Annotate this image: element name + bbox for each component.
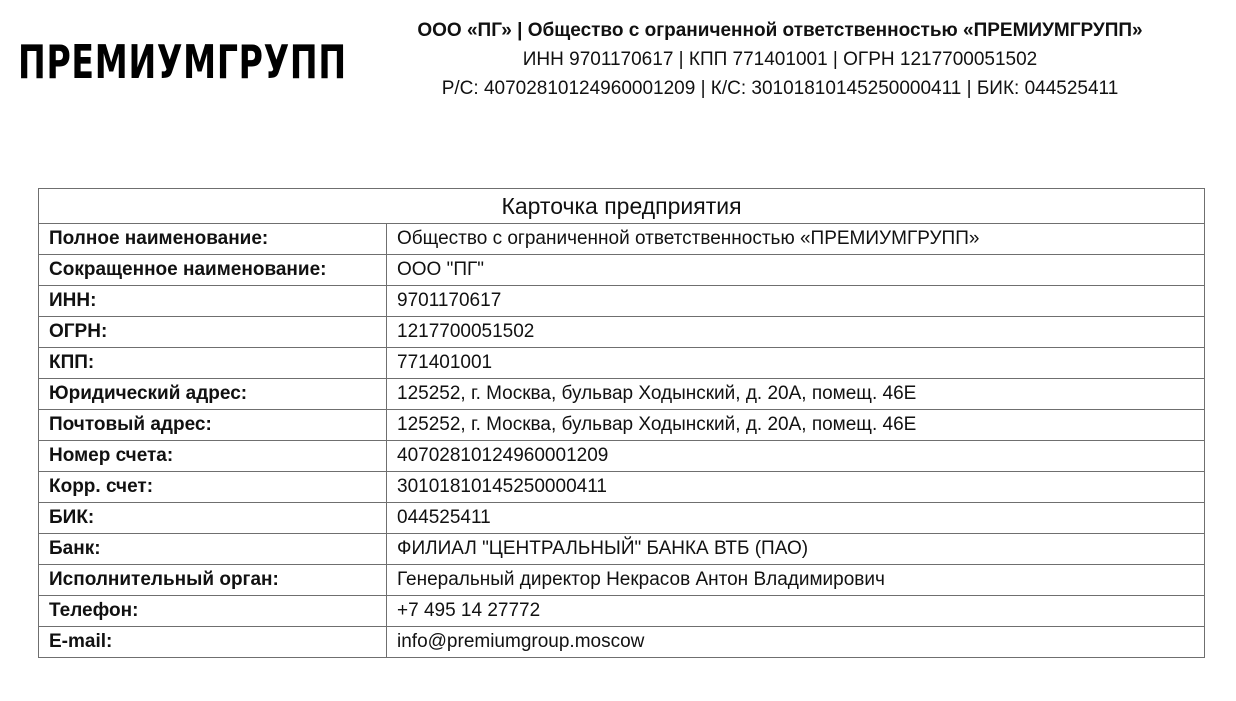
table-row — [39, 255, 1205, 286]
row-value: 9701170617 — [387, 286, 1205, 317]
row-label: БИК: — [39, 503, 387, 534]
row-label: Сокращенное наименование: — [39, 255, 387, 286]
header-registration-numbers: ИНН 9701170617 | КПП 771401001 | ОГРН 1217700051502 — [522, 49, 1038, 70]
row-label: Банк: — [39, 534, 387, 565]
table-row — [39, 286, 1205, 317]
row-label: КПП: — [39, 348, 387, 379]
table-row — [39, 348, 1205, 379]
row-value: ФИЛИАЛ "ЦЕНТРАЛЬНЫЙ" БАНКА ВТБ (ПАО) — [387, 534, 1205, 565]
row-label: ИНН: — [39, 286, 387, 317]
row-label: Почтовый адрес: — [39, 410, 387, 441]
table-row — [39, 534, 1205, 565]
row-value: +7 495 14 27772 — [387, 596, 1205, 627]
table-row — [39, 472, 1205, 503]
company-header — [362, 16, 1198, 103]
table-row — [39, 596, 1205, 627]
row-value: 125252, г. Москва, бульвар Ходынский, д. 20А, помещ. 46Е — [387, 410, 1205, 441]
table-row — [39, 379, 1205, 410]
header-company-name: ООО «ПГ» | Общество с ограниченной ответственностью «ПРЕМИУМГРУПП» — [417, 20, 1143, 41]
table-row — [39, 627, 1205, 658]
row-value: 044525411 — [387, 503, 1205, 534]
row-value: 40702810124960001209 — [387, 441, 1205, 472]
card-title-row — [39, 189, 1205, 224]
row-value: 771401001 — [387, 348, 1205, 379]
header-bank-details: Р/С: 40702810124960001209 | К/С: 30101810145250000411 | БИК: 044525411 — [441, 78, 1119, 99]
company-logo: ПРЕМИУМГРУПП — [18, 35, 347, 89]
table-row — [39, 565, 1205, 596]
row-value: 30101810145250000411 — [387, 472, 1205, 503]
row-value: ООО "ПГ" — [387, 255, 1205, 286]
row-label: Исполнительный орган: — [39, 565, 387, 596]
company-card-table — [38, 188, 1205, 658]
row-label: Номер счета: — [39, 441, 387, 472]
table-row — [39, 441, 1205, 472]
row-value: info@premiumgroup.moscow — [387, 627, 1205, 658]
row-label: Полное наименование: — [39, 224, 387, 255]
table-row — [39, 410, 1205, 441]
row-value: 125252, г. Москва, бульвар Ходынский, д. 20А, помещ. 46Е — [387, 379, 1205, 410]
table-row — [39, 224, 1205, 255]
row-label: Телефон: — [39, 596, 387, 627]
row-label: E-mail: — [39, 627, 387, 658]
row-value: Общество с ограниченной ответственностью «ПРЕМИУМГРУПП» — [387, 224, 1205, 255]
row-label: ОГРН: — [39, 317, 387, 348]
row-label: Корр. счет: — [39, 472, 387, 503]
row-label: Юридический адрес: — [39, 379, 387, 410]
table-row — [39, 503, 1205, 534]
table-row — [39, 317, 1205, 348]
row-value: Генеральный директор Некрасов Антон Владимирович — [387, 565, 1205, 596]
row-value: 1217700051502 — [387, 317, 1205, 348]
card-title: Карточка предприятия — [39, 189, 1205, 224]
